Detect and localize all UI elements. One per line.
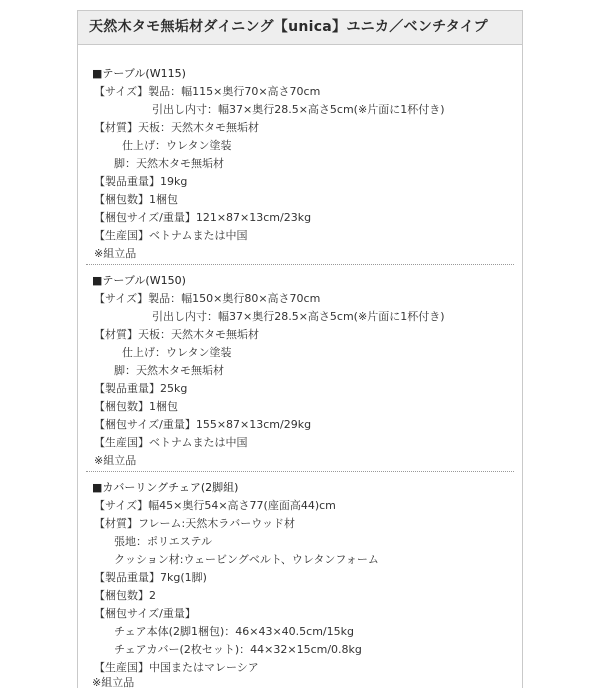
spec-line: 【梱包サイズ/重量】 bbox=[94, 607, 196, 620]
section-heading: ■カバーリングチェア(2脚組) bbox=[92, 481, 239, 494]
spec-line: 【材質】天板：天然木タモ無垢材 bbox=[94, 328, 259, 341]
spec-line: 【製品重量】7kg(1脚) bbox=[94, 571, 207, 584]
spec-line: 【梱包サイズ/重量】155×87×13cm/29kg bbox=[94, 418, 312, 431]
spec-line: 【梱包サイズ/重量】121×87×13cm/23kg bbox=[94, 211, 312, 224]
spec-line: 【サイズ】幅45×奥行54×高さ77(座面高44)cm bbox=[94, 499, 336, 512]
spec-line: 脚：天然木タモ無垢材 bbox=[114, 157, 224, 170]
spec-line: 【製品重量】19kg bbox=[94, 175, 188, 188]
spec-line: 【梱包数】1梱包 bbox=[94, 400, 178, 413]
spec-line: 【サイズ】製品：幅115×奥行70×高さ70cm bbox=[94, 85, 321, 98]
spec-line: 仕上げ：ウレタン塗装 bbox=[122, 346, 232, 359]
spec-line: ※組立品 bbox=[94, 247, 137, 260]
spec-line: 引出し内寸：幅37×奥行28.5×高さ5cm(※片面に1杯付き) bbox=[152, 103, 445, 116]
spec-line: 【サイズ】製品：幅150×奥行80×高さ70cm bbox=[94, 292, 321, 305]
spec-line: クッション材:ウェービングベルト、ウレタンフォーム bbox=[114, 553, 379, 566]
section-divider bbox=[86, 471, 514, 472]
spec-line: 【生産国】ベトナムまたは中国 bbox=[94, 436, 248, 449]
spec-line: ※組立品 bbox=[94, 454, 137, 467]
spec-line: 【梱包数】2 bbox=[94, 589, 156, 602]
spec-line: 【材質】フレーム:天然木ラバーウッド材 bbox=[94, 517, 296, 530]
page-title: 天然木タモ無垢材ダイニング【unica】ユニカ／ベンチタイプ bbox=[78, 11, 522, 45]
section-heading: ■テーブル(W115) bbox=[92, 67, 186, 80]
section-divider bbox=[86, 264, 514, 265]
spec-line: チェア本体(2脚1梱包)：46×43×40.5cm/15kg bbox=[114, 625, 354, 638]
spec-line: 仕上げ：ウレタン塗装 bbox=[122, 139, 232, 152]
spec-line: 張地：ポリエステル bbox=[114, 535, 213, 548]
spec-line: チェアカバー(2枚セット)：44×32×15cm/0.8kg bbox=[114, 643, 362, 656]
spec-line: 【生産国】中国またはマレーシア bbox=[94, 661, 259, 674]
spec-line: 引出し内寸：幅37×奥行28.5×高さ5cm(※片面に1杯付き) bbox=[152, 310, 445, 323]
section-heading: ■テーブル(W150) bbox=[92, 274, 186, 287]
spec-frame bbox=[77, 10, 523, 688]
spec-line: ※組立品 bbox=[92, 676, 135, 689]
spec-line: 【材質】天板：天然木タモ無垢材 bbox=[94, 121, 259, 134]
spec-line: 【生産国】ベトナムまたは中国 bbox=[94, 229, 248, 242]
spec-line: 【梱包数】1梱包 bbox=[94, 193, 178, 206]
spec-line: 【製品重量】25kg bbox=[94, 382, 188, 395]
spec-line: 脚：天然木タモ無垢材 bbox=[114, 364, 224, 377]
